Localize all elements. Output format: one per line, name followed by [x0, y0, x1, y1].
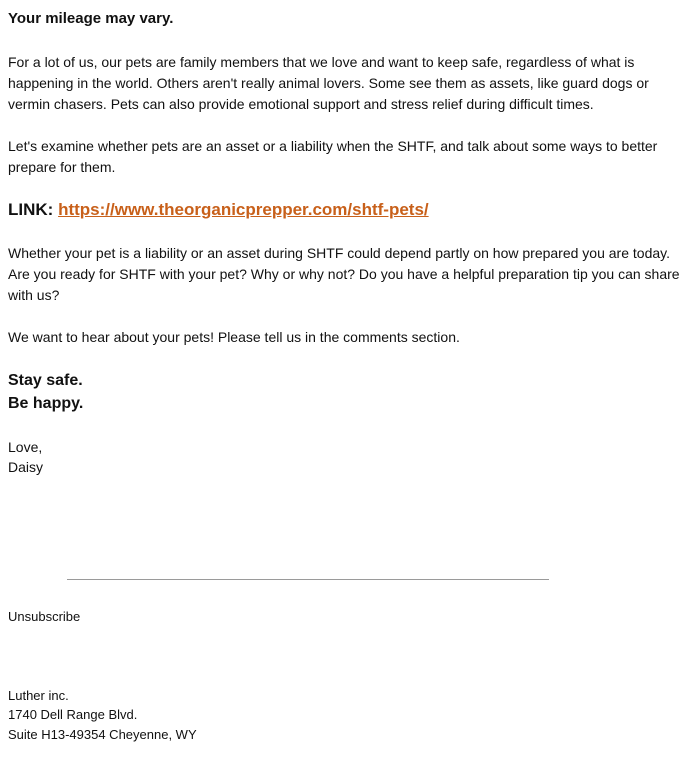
unsubscribe-link[interactable]: Unsubscribe [8, 609, 81, 624]
signoff-stay-safe: Stay safe. [8, 372, 83, 389]
link-row [8, 199, 429, 221]
paragraph-intro: For a lot of us, our pets are family members that we love and want to keep safe, regardless of what is happening in the world. Others aren't really animal lovers. Some see them as assets, like guard dogs or vermin chasers. Pets can also provide emotional support and stress relief during difficult times. [8, 54, 649, 112]
footer-divider [67, 579, 549, 580]
signoff-be-happy: Be happy. [8, 395, 84, 412]
link-label: LINK: [8, 200, 54, 219]
closing-love: Love, [8, 439, 43, 455]
email-heading: Your mileage may vary. [8, 10, 174, 27]
footer-company: Luther inc. [8, 688, 69, 703]
footer-street: 1740 Dell Range Blvd. [8, 707, 138, 722]
article-link[interactable]: https://www.theorganicprepper.com/shtf-pets/ [58, 200, 429, 219]
paragraph-comments: We want to hear about your pets! Please tell us in the comments section. [8, 329, 460, 345]
paragraph-examine: Let's examine whether pets are an asset or a liability when the SHTF, and talk about some ways to better prepare for them. [8, 138, 658, 175]
paragraph-question: Whether your pet is a liability or an asset during SHTF could depend partly on how prepared you are today. Are you ready for SHTF with your pet? Why or why not? Do you have a helpful preparation tip you can share with us? [8, 245, 680, 303]
closing-signature: Daisy [8, 459, 44, 475]
footer-city: Suite H13-49354 Cheyenne, WY [8, 727, 197, 742]
